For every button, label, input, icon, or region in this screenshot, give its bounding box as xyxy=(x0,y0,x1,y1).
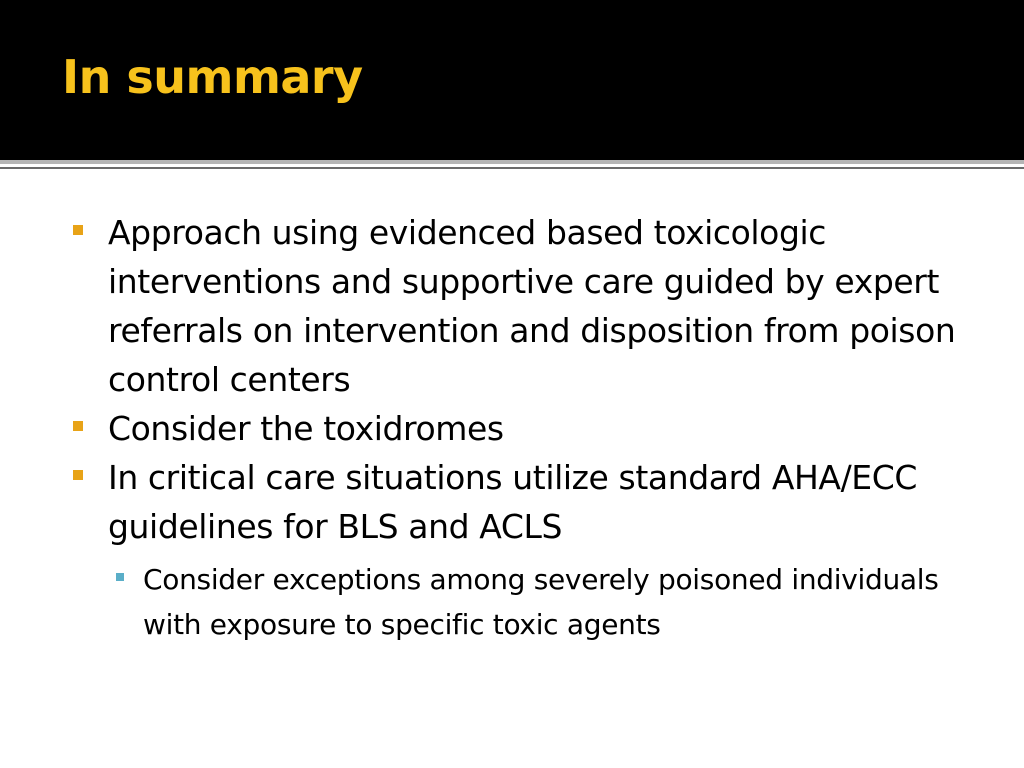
square-bullet-icon xyxy=(73,470,83,480)
bullet-text: Approach using evidenced based toxicologic interventions and supportive care guided by expert referrals on intervention and disposition from poison control centers xyxy=(108,213,956,399)
slide-body xyxy=(72,208,972,647)
bullet-text: In critical care situations utilize standard AHA/ECC guidelines for BLS and ACLS xyxy=(108,458,918,546)
square-bullet-icon xyxy=(73,421,83,431)
bullet-text: Consider the toxidromes xyxy=(108,409,504,448)
bullet-item xyxy=(72,453,972,647)
bullet-list xyxy=(72,208,972,647)
title-divider-shadow xyxy=(0,167,1024,169)
square-bullet-icon xyxy=(73,225,83,235)
sub-bullet-item xyxy=(108,557,972,647)
square-sub-bullet-icon xyxy=(116,573,124,581)
sub-bullet-list xyxy=(108,557,972,647)
bullet-item xyxy=(72,404,972,453)
sub-bullet-text: Consider exceptions among severely poisoned individuals with exposure to specific toxic agents xyxy=(143,563,939,641)
slide-title: In summary xyxy=(62,50,363,104)
bullet-item xyxy=(72,208,972,404)
